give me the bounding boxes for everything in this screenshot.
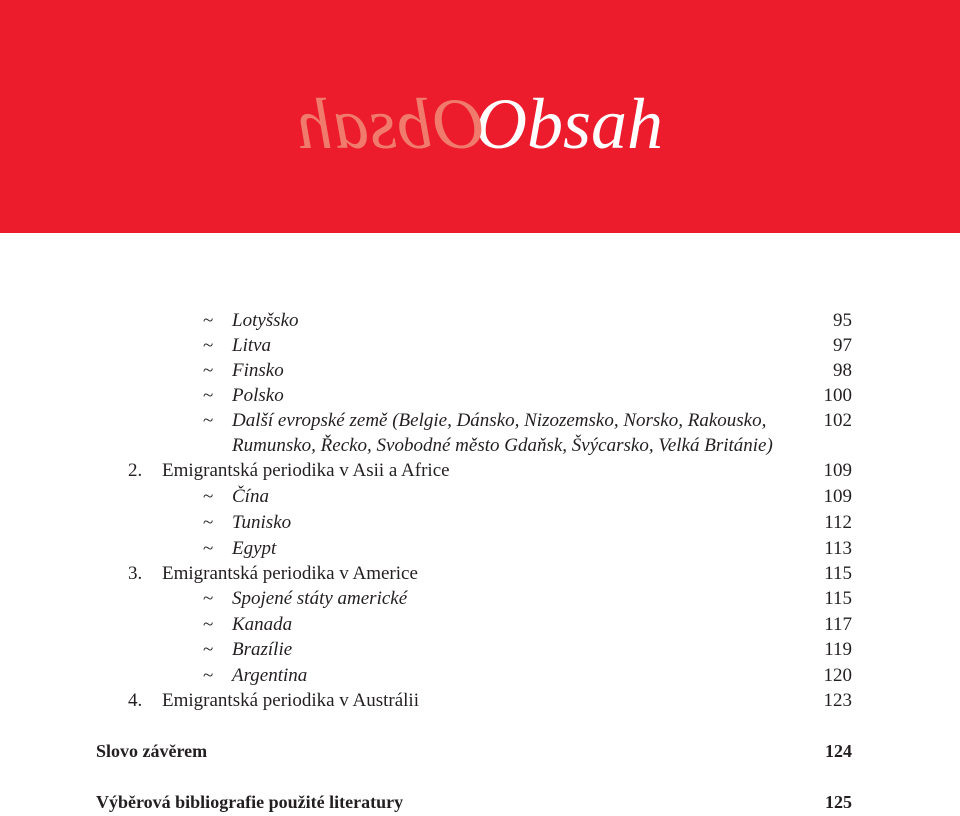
title-wrap bbox=[0, 84, 960, 164]
toc-entry-usa[interactable] bbox=[0, 586, 960, 611]
toc-entry-label: Spojené státy americké bbox=[232, 588, 408, 609]
toc-entry-page: 102 bbox=[823, 410, 852, 431]
toc-entry-brazilie[interactable] bbox=[0, 637, 960, 662]
toc-entry-page: 123 bbox=[823, 690, 852, 711]
toc-entry-label: Brazílie bbox=[232, 639, 293, 660]
tilde-marker: ~ bbox=[203, 614, 214, 635]
tilde-marker: ~ bbox=[203, 538, 214, 559]
toc-entry-egypt[interactable] bbox=[0, 536, 960, 561]
section-number: 4. bbox=[128, 690, 143, 711]
page-title-mirror: Obsah bbox=[296, 84, 485, 164]
toc-entry-page: 95 bbox=[833, 310, 852, 331]
tilde-marker: ~ bbox=[203, 665, 214, 686]
toc-entry-argentina[interactable] bbox=[0, 663, 960, 688]
toc-entry-label: Slovo závěrem bbox=[96, 741, 208, 761]
toc-entry-page: 113 bbox=[824, 538, 852, 559]
toc-entry-label: Litva bbox=[232, 335, 272, 356]
toc-entry-page: 97 bbox=[833, 335, 852, 356]
toc-entry-label: Emigrantská periodika v Asii a Africe bbox=[162, 460, 450, 481]
toc-entry-tunisko[interactable] bbox=[0, 510, 960, 535]
tilde-marker: ~ bbox=[203, 486, 214, 507]
toc-entry-kanada[interactable] bbox=[0, 612, 960, 637]
toc-entry-label: Čína bbox=[232, 486, 269, 507]
toc-entry-label: Výběrová bibliografie použité literatury bbox=[96, 792, 404, 812]
toc-entry-page: 98 bbox=[833, 360, 852, 381]
toc-entry-label: Emigrantská periodika v Austrálii bbox=[162, 690, 419, 711]
toc-entry-page: 124 bbox=[825, 741, 852, 761]
page-title: Obsah bbox=[475, 84, 664, 164]
header-banner bbox=[0, 0, 960, 233]
toc-entry-polsko[interactable] bbox=[0, 383, 960, 408]
tilde-marker: ~ bbox=[203, 410, 214, 431]
toc-entry-page: 115 bbox=[824, 563, 852, 584]
toc-entry-page: 100 bbox=[823, 385, 852, 406]
toc-entry-label: Tunisko bbox=[232, 512, 292, 533]
toc-chapter-bibliografie[interactable] bbox=[0, 790, 960, 815]
toc-entry-label-continued: Rumunsko, Řecko, Svobodné město Gdaňsk, Švýcarsko, Velká Británie) bbox=[232, 435, 773, 456]
toc-entry-label: Další evropské země (Belgie, Dánsko, Nizozemsko, Norsko, Rakousko, bbox=[232, 410, 767, 431]
toc-entry-dalsi-zeme-cont[interactable] bbox=[0, 433, 960, 458]
toc-entry-page: 112 bbox=[824, 512, 852, 533]
toc-entry-dalsi-zeme[interactable] bbox=[0, 408, 960, 433]
toc-section-amerika[interactable] bbox=[0, 561, 960, 586]
toc-entry-finsko[interactable] bbox=[0, 358, 960, 383]
tilde-marker: ~ bbox=[203, 360, 214, 381]
toc-entry-page: 117 bbox=[824, 614, 852, 635]
section-number: 2. bbox=[128, 460, 143, 481]
toc-entry-litva[interactable] bbox=[0, 333, 960, 358]
toc-entry-page: 109 bbox=[823, 486, 852, 507]
toc-section-australie[interactable] bbox=[0, 688, 960, 713]
toc-entry-page: 109 bbox=[823, 460, 852, 481]
toc-section-asie-afrika[interactable] bbox=[0, 458, 960, 483]
toc-entry-page: 115 bbox=[824, 588, 852, 609]
tilde-marker: ~ bbox=[203, 512, 214, 533]
tilde-marker: ~ bbox=[203, 385, 214, 406]
toc-entry-label: Argentina bbox=[232, 665, 308, 686]
tilde-marker: ~ bbox=[203, 335, 214, 356]
toc-entry-page: 119 bbox=[824, 639, 852, 660]
toc-entry-label: Finsko bbox=[232, 360, 284, 381]
toc-entry-label: Egypt bbox=[232, 538, 277, 559]
tilde-marker: ~ bbox=[203, 639, 214, 660]
section-number: 3. bbox=[128, 563, 143, 584]
tilde-marker: ~ bbox=[203, 310, 214, 331]
toc-chapter-slovo-zaverem[interactable] bbox=[0, 739, 960, 764]
tilde-marker: ~ bbox=[203, 588, 214, 609]
toc-entry-cina[interactable] bbox=[0, 484, 960, 509]
toc-entry-page: 125 bbox=[825, 792, 852, 812]
toc-entry-label: Lotyšsko bbox=[232, 310, 299, 331]
toc-entry-lotyssko[interactable] bbox=[0, 308, 960, 333]
toc-entry-label: Kanada bbox=[232, 614, 293, 635]
toc-entry-page: 120 bbox=[823, 665, 852, 686]
toc-entry-label: Polsko bbox=[232, 385, 284, 406]
toc-entry-label: Emigrantská periodika v Americe bbox=[162, 563, 418, 584]
